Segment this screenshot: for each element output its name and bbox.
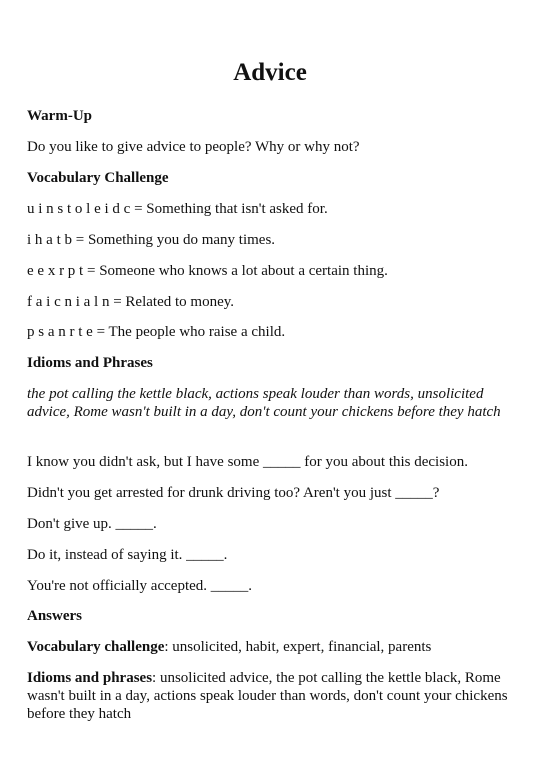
answers-heading: Answers: [27, 608, 82, 624]
idiom-sentence: Do it, instead of saying it. _____.: [27, 547, 228, 563]
idiom-sentence: Don't give up. _____.: [27, 516, 157, 532]
vocabulary-item: i h a t b = Something you do many times.: [27, 232, 276, 248]
warmup-question: Do you like to give advice to people? Why or why not?: [27, 139, 360, 155]
vocabulary-item: f a i c n i a l n = Related to money.: [27, 294, 235, 310]
idiom-sentence: Didn't you get arrested for drunk driving too? Aren't you just _____?: [27, 485, 440, 501]
page-title: Advice: [233, 59, 307, 86]
vocabulary-item: p s a n r t e = The people who raise a child.: [27, 324, 286, 340]
idioms-heading: Idioms and Phrases: [27, 355, 153, 371]
idioms-list: the pot calling the kettle black, actions speak louder than words, unsolicited advice, Rome wasn't built in a day, don't count your chickens before they hatch: [27, 386, 501, 420]
answers-vocabulary-text: : unsolicited, habit, expert, financial, parents: [164, 639, 432, 655]
idiom-sentence: You're not officially accepted. _____.: [27, 578, 253, 594]
idiom-sentence: I know you didn't ask, but I have some _____ for you about this decision.: [27, 454, 468, 470]
answers-idioms-label: Idioms and phrases: [27, 670, 153, 686]
answers-vocabulary: [27, 638, 513, 656]
vocabulary-item: e e x r p t = Someone who knows a lot about a certain thing.: [27, 263, 388, 279]
warmup-heading: Warm-Up: [27, 108, 92, 124]
answers-vocabulary-label: Vocabulary challenge: [27, 639, 165, 655]
vocabulary-item: u i n s t o l e i d c = Something that isn't asked for.: [27, 201, 328, 217]
answers-idioms: [27, 669, 513, 723]
answers-idioms-text: : unsolicited advice, the pot calling the kettle black, Rome wasn't built in a day, actions speak louder than words, don't count your chickens before they hatch: [27, 670, 508, 722]
vocabulary-heading: Vocabulary Challenge: [27, 170, 169, 186]
